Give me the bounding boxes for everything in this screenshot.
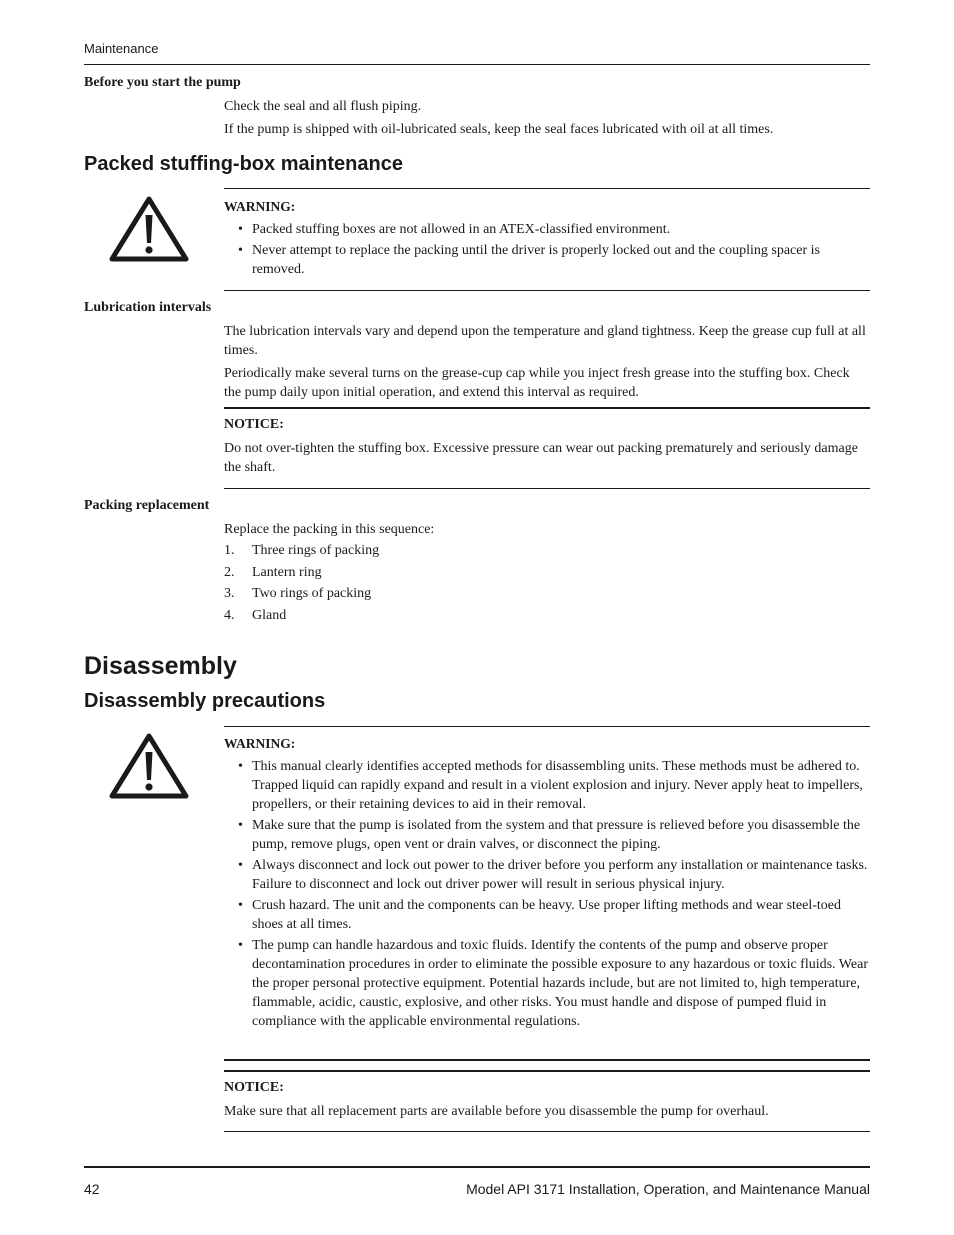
- header-rule: [84, 64, 870, 65]
- list-item: 3. Two rings of packing: [224, 586, 372, 601]
- list-item: 1. Three rings of packing: [224, 543, 380, 558]
- footer-rule: [84, 1166, 870, 1168]
- disassembly-heading: Disassembly: [84, 652, 237, 680]
- before-start-title: Before you start the pump: [84, 75, 241, 90]
- notice-bottom-rule: [224, 1131, 870, 1132]
- list-item: 2. Lantern ring: [224, 564, 322, 580]
- before-start-para-1: Check the seal and all flush piping.: [224, 99, 422, 114]
- list-item: • Always disconnect and lock out power to the driver before you perform any installation or maintenance tasks. Failure to disconnect and lock out driver power will result in serious physical injury.: [238, 858, 868, 892]
- list-item: • Packed stuffing boxes are not allowed in an ATEX-classified environment.: [238, 222, 671, 237]
- disassembly-notice-text: Make sure that all replacement parts are available before you disassemble the pump for overhaul.: [224, 1104, 769, 1119]
- notice-top-rule: [224, 1070, 870, 1072]
- packing-replacement-intro: Replace the packing in this sequence:: [224, 522, 435, 537]
- list-item: • Never attempt to replace the packing until the driver is properly locked out and the coupling spacer is removed.: [238, 243, 820, 277]
- packed-heading: Packed stuffing-box maintenance: [84, 153, 403, 175]
- packed-warning-label: WARNING:: [224, 199, 296, 214]
- warning-bottom-rule: [224, 1059, 870, 1061]
- warning-triangle-icon: [109, 732, 189, 800]
- list-item: • Make sure that the pump is isolated from the system and that pressure is relieved before you disassemble the pump, remove plugs, open vent or drain valves, or disconnect the piping.: [238, 818, 861, 852]
- before-start-para-2: If the pump is shipped with oil-lubricated seals, keep the seal faces lubricated with oil at all times.: [224, 122, 774, 137]
- packing-sequence-list: [224, 541, 870, 627]
- warning-triangle-icon: [109, 195, 189, 263]
- disassembly-notice-label: NOTICE:: [224, 1080, 284, 1095]
- disassembly-precautions-heading: Disassembly precautions: [84, 690, 326, 712]
- notice-top-rule: [224, 407, 870, 409]
- warning-bottom-rule: [224, 290, 870, 291]
- disassembly-warning-list: [224, 757, 870, 1033]
- warning-top-rule: [224, 726, 870, 727]
- manual-title: Model API 3171 Installation, Operation, and Maintenance Manual: [466, 1181, 870, 1197]
- list-item: 4. Gland: [224, 607, 287, 623]
- warning-top-rule: [224, 188, 870, 189]
- packed-notice-label: NOTICE:: [224, 417, 284, 432]
- list-item: • This manual clearly identifies accepted methods for disassembling units. These methods must be adhered to. Trapped liquid can rapidly expand and result in a violent explosion and injury. Never apply heat to impellers, propellers, or their retaining devices to aid in their removal.: [238, 759, 863, 812]
- notice-bottom-rule: [224, 488, 870, 489]
- list-item: • The pump can handle hazardous and toxic fluids. Identify the contents of the pump and observe proper decontamination procedures in order to eliminate the possible exposure to any hazardous or toxic fluids. Wear the proper personal protective equipment. Potential hazards include, but are not limited to, high temperature, flammable, acidic, caustic, explosive, and other risks. You must handle and dispose of pumped fluid in compliance with the applicable environmental regulations.: [238, 938, 868, 1029]
- packed-warning-list: [224, 220, 870, 281]
- lubrication-title: Lubrication intervals: [84, 300, 212, 315]
- lubrication-para-2: Periodically make several turns on the grease-cup cap while you inject fresh grease into the stuffing box. Check the pump daily upon initial operation, and extend this interval as required.: [224, 366, 850, 400]
- list-item: • Crush hazard. The unit and the components can be heavy. Use proper lifting methods and wear steel-toed shoes at all times.: [238, 898, 841, 932]
- lubrication-para-1: The lubrication intervals vary and depend upon the temperature and gland tightness. Keep the grease cup full at all times.: [224, 324, 866, 358]
- packed-notice-text: Do not over-tighten the stuffing box. Excessive pressure can wear out packing prematurely and seriously damage the shaft.: [224, 441, 858, 475]
- packing-replacement-title: Packing replacement: [84, 498, 210, 513]
- page-number: 42: [84, 1181, 100, 1197]
- disassembly-warning-label: WARNING:: [224, 736, 296, 751]
- running-header: Maintenance: [84, 41, 159, 56]
